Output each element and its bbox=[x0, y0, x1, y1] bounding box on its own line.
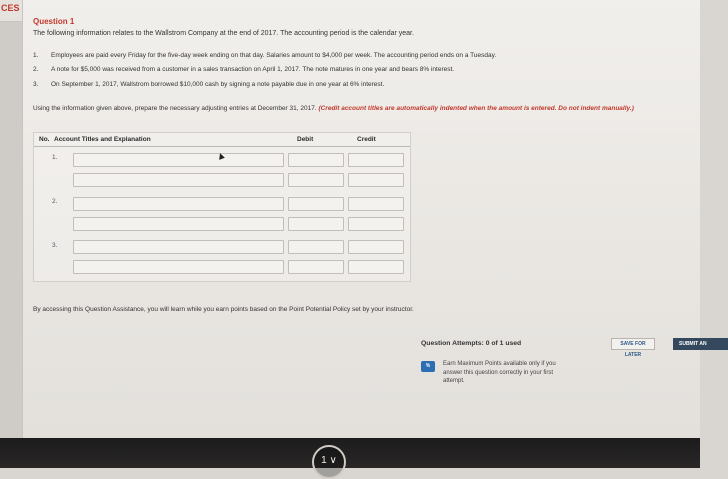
credit-field[interactable] bbox=[348, 197, 404, 211]
points-badge-icon: % bbox=[421, 361, 435, 372]
column-account: Account Titles and Explanation bbox=[54, 136, 151, 143]
earn-points-text: Earn Maximum Points available only if you answer this question correctly in your first attempt. bbox=[443, 361, 556, 385]
instruction-main: Using the information given above, prepare the necessary adjusting entries at December 31, 2017. bbox=[33, 105, 317, 112]
column-debit: Debit bbox=[297, 136, 314, 143]
question-list bbox=[33, 52, 693, 95]
account-field[interactable] bbox=[73, 197, 284, 211]
left-rail bbox=[0, 22, 22, 438]
entry-number: 2. bbox=[52, 198, 58, 205]
bottom-bar bbox=[0, 438, 700, 468]
entry-number: 3. bbox=[52, 242, 58, 249]
list-item bbox=[33, 81, 693, 89]
table-header bbox=[34, 133, 410, 147]
column-no: No. bbox=[39, 136, 50, 143]
debit-field[interactable] bbox=[288, 260, 344, 274]
question-title: Question 1 bbox=[33, 17, 75, 26]
list-item bbox=[33, 66, 693, 74]
debit-field[interactable] bbox=[288, 173, 344, 187]
item-number: 2. bbox=[33, 66, 39, 74]
account-field[interactable] bbox=[73, 240, 284, 254]
attempts-label: Question Attempts: bbox=[421, 340, 484, 347]
debit-field[interactable] bbox=[288, 197, 344, 211]
credit-field[interactable] bbox=[348, 240, 404, 254]
credit-field[interactable] bbox=[348, 260, 404, 274]
account-field[interactable] bbox=[73, 260, 284, 274]
item-text: On September 1, 2017, Wallstrom borrowed $10,000 cash by signing a note payable due in one year at 6% interest. bbox=[51, 80, 385, 88]
debit-field[interactable] bbox=[288, 153, 344, 167]
list-item bbox=[33, 52, 693, 60]
account-field[interactable] bbox=[73, 153, 284, 167]
submit-answer-button[interactable]: SUBMIT AN bbox=[673, 338, 728, 350]
save-for-later-button[interactable]: SAVE FOR LATER bbox=[611, 338, 655, 350]
instruction-note: (Credit account titles are automatically indented when the amount is entered. Do not indent manually.) bbox=[318, 105, 634, 112]
column-credit: Credit bbox=[357, 136, 376, 143]
tab-fragment[interactable]: CES bbox=[0, 0, 22, 22]
credit-field[interactable] bbox=[348, 153, 404, 167]
debit-field[interactable] bbox=[288, 240, 344, 254]
item-number: 3. bbox=[33, 80, 39, 88]
item-text: A note for $5,000 was received from a customer in a sales transaction on April 1, 2017. The note matures in one year and bears 8% interest. bbox=[51, 66, 455, 74]
assistance-text: By accessing this Question Assistance, you will learn while you earn points based on the Point Potential Policy set by your instructor. bbox=[33, 306, 414, 313]
entry-number: 1. bbox=[52, 154, 58, 161]
credit-field[interactable] bbox=[348, 217, 404, 231]
question-attempts bbox=[421, 340, 521, 347]
question-panel bbox=[22, 0, 707, 438]
page-selector[interactable]: 1 ∨ bbox=[312, 445, 346, 479]
question-description: The following information relates to the Wallstrom Company at the end of 2017. The accounting period is the calendar year. bbox=[33, 30, 414, 37]
account-field[interactable] bbox=[73, 217, 284, 231]
attempts-value: 0 of 1 used bbox=[485, 340, 522, 347]
account-field[interactable] bbox=[73, 173, 284, 187]
instruction-text bbox=[33, 104, 693, 114]
credit-field[interactable] bbox=[348, 173, 404, 187]
item-number: 1. bbox=[33, 52, 39, 59]
debit-field[interactable] bbox=[288, 217, 344, 231]
item-text: Employees are paid every Friday for the five-day week ending on that day. Salaries amount to $4,000 per week. The accounting period ends on a Tuesday. bbox=[51, 52, 497, 59]
